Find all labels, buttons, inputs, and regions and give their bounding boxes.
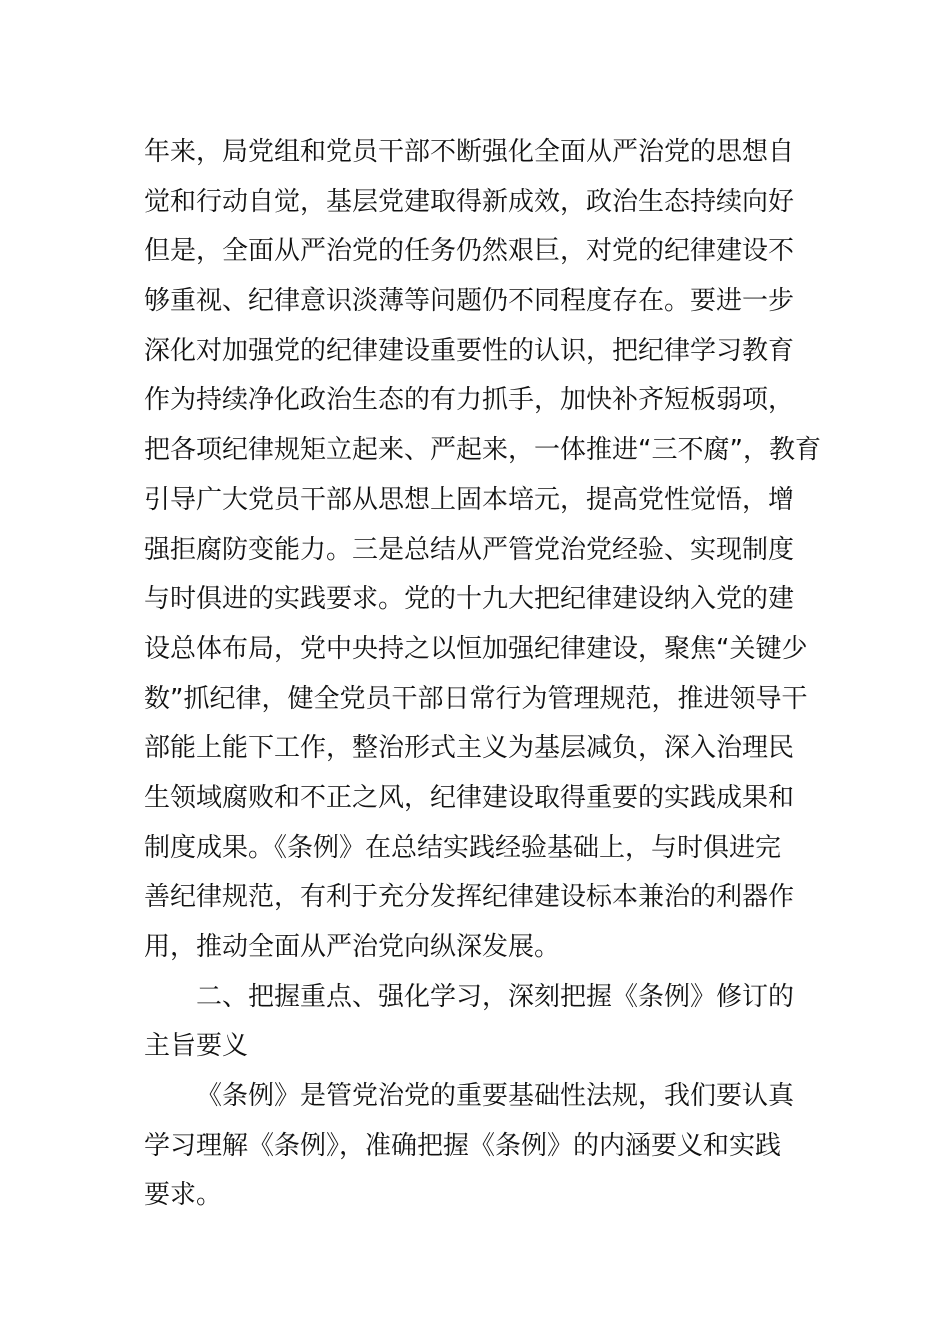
text-line: 部能上能下工作，整治形式主义为基层减负，深入治理民 bbox=[144, 733, 795, 764]
text-line: 深化对加强党的纪律建设重要性的认识，把纪律学习教育 bbox=[144, 335, 795, 366]
heading-line: 主旨要义 bbox=[144, 1031, 249, 1062]
text-line: 与时俱进的实践要求。党的十九大把纪律建设纳入党的建 bbox=[144, 584, 795, 615]
text-line: 制度成果。《条例》在总结实践经验基础上，与时俱进完 bbox=[144, 832, 782, 863]
text-line: 够重视、纪律意识淡薄等问题仍不同程度存在。要进一步 bbox=[144, 286, 795, 317]
text-line: 把各项纪律规矩立起来、严起来，一体推进“三不腐”，教育 bbox=[144, 435, 821, 466]
text-line: 用，推动全面从严治党向纵深发展。 bbox=[144, 932, 561, 962]
heading-line: 二、把握重点、强化学习，深刻把握《条例》修订的 bbox=[196, 981, 795, 1012]
text-line: 觉和行动自觉，基层党建取得新成效，政治生态持续向好 bbox=[144, 186, 795, 217]
text-line: 要求。 bbox=[144, 1180, 223, 1211]
text-line: 学习理解《条例》，准确把握《条例》的内涵要义和实践 bbox=[144, 1130, 782, 1161]
paragraph-1 bbox=[144, 128, 824, 973]
text-line: 善纪律规范，有利于充分发挥纪律建设标本兼治的利器作 bbox=[144, 882, 795, 913]
text-line: 生领域腐败和不正之风，纪律建设取得重要的实践成果和 bbox=[144, 782, 795, 813]
text-line: 强拒腐防变能力。三是总结从严管党治党经验、实现制度 bbox=[144, 534, 795, 565]
text-line: 数”抓纪律，健全党员干部日常行为管理规范，推进领导干 bbox=[144, 683, 808, 714]
text-line: 作为持续净化政治生态的有力抓手，加快补齐短板弱项， bbox=[144, 385, 795, 416]
section-heading bbox=[144, 973, 824, 1072]
text-line: 引导广大党员干部从思想上固本培元，提高党性觉悟，增 bbox=[144, 484, 795, 515]
document-body bbox=[144, 128, 824, 1221]
paragraph-2 bbox=[144, 1072, 824, 1221]
text-line: 但是，全面从严治党的任务仍然艰巨，对党的纪律建设不 bbox=[144, 236, 795, 267]
text-line: 年来，局党组和党员干部不断强化全面从严治党的思想自 bbox=[144, 137, 795, 167]
text-line: 《条例》是管党治党的重要基础性法规，我们要认真 bbox=[196, 1081, 795, 1112]
text-line: 设总体布局，党中央持之以恒加强纪律建设，聚焦“关键少 bbox=[144, 633, 808, 664]
